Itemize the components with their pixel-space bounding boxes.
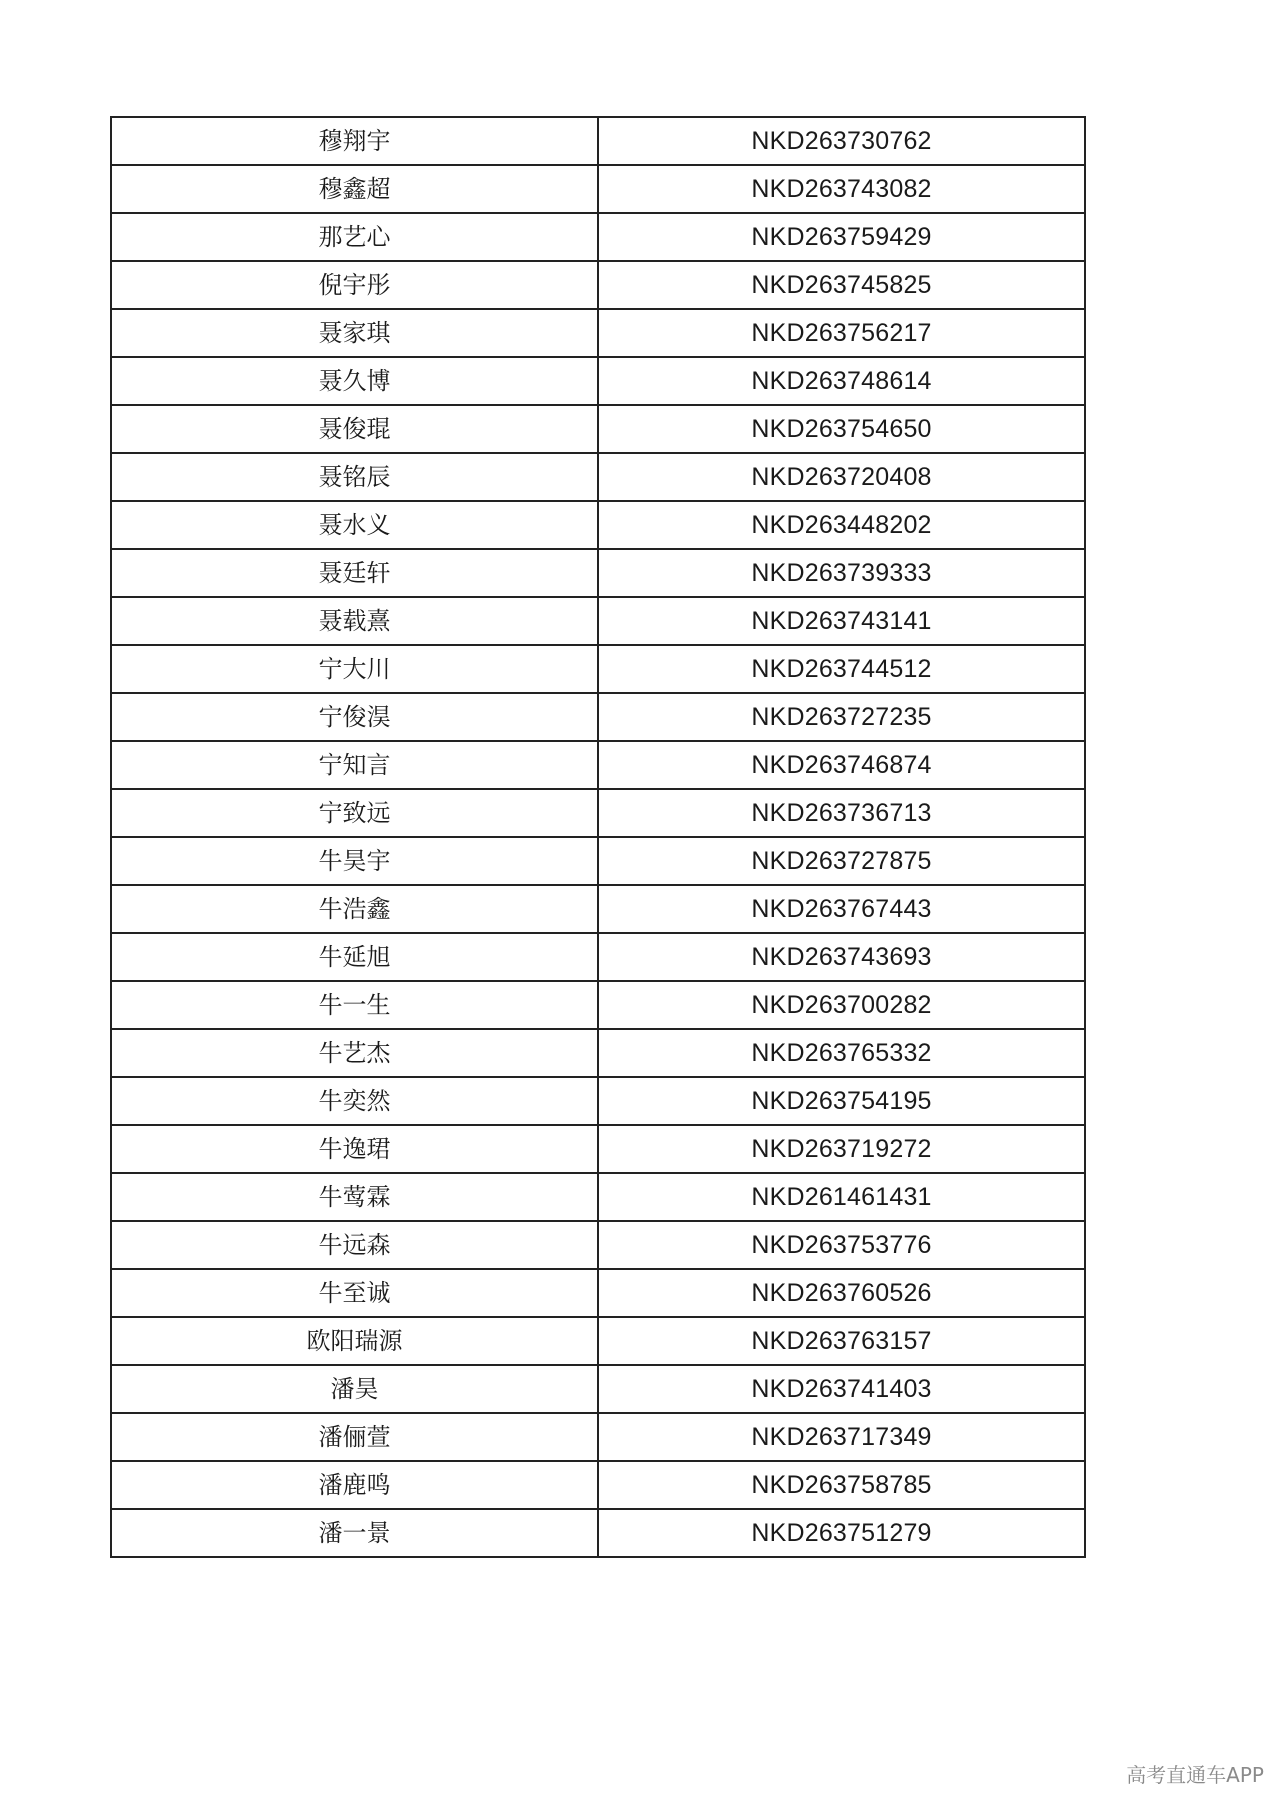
table-row	[111, 501, 1085, 549]
student-name-cell: 聂家琪	[111, 309, 598, 357]
registration-id-cell: NKD263746874	[598, 741, 1085, 789]
table-row	[111, 789, 1085, 837]
student-name-cell: 牛奕然	[111, 1077, 598, 1125]
table-row	[111, 1221, 1085, 1269]
student-name-cell: 潘一景	[111, 1509, 598, 1557]
table-row	[111, 357, 1085, 405]
registration-id-cell: NKD263758785	[598, 1461, 1085, 1509]
student-name-cell: 聂载熹	[111, 597, 598, 645]
registration-id-cell: NKD263751279	[598, 1509, 1085, 1557]
student-name-cell: 牛延旭	[111, 933, 598, 981]
registration-id-cell: NKD263730762	[598, 117, 1085, 165]
table-row	[111, 309, 1085, 357]
table-row	[111, 645, 1085, 693]
registration-id-cell: NKD263739333	[598, 549, 1085, 597]
table-row	[111, 1077, 1085, 1125]
student-name-cell: 潘鹿鸣	[111, 1461, 598, 1509]
table-row	[111, 1413, 1085, 1461]
student-name-cell: 宁大川	[111, 645, 598, 693]
registration-id-cell: NKD263741403	[598, 1365, 1085, 1413]
student-name-cell: 欧阳瑞源	[111, 1317, 598, 1365]
registration-id-cell: NKD263759429	[598, 213, 1085, 261]
student-name-cell: 宁致远	[111, 789, 598, 837]
student-name-cell: 潘昊	[111, 1365, 598, 1413]
registration-id-cell: NKD261461431	[598, 1173, 1085, 1221]
student-name-cell: 宁俊淏	[111, 693, 598, 741]
table-row	[111, 1125, 1085, 1173]
table-row	[111, 885, 1085, 933]
registration-id-cell: NKD263745825	[598, 261, 1085, 309]
registration-id-cell: NKD263448202	[598, 501, 1085, 549]
registration-id-cell: NKD263727235	[598, 693, 1085, 741]
registration-id-cell: NKD263736713	[598, 789, 1085, 837]
registration-id-cell: NKD263760526	[598, 1269, 1085, 1317]
student-name-cell: 穆翔宇	[111, 117, 598, 165]
registration-id-cell: NKD263763157	[598, 1317, 1085, 1365]
table-row	[111, 1029, 1085, 1077]
watermark: 高考直通车APP	[1126, 1763, 1264, 1787]
registration-id-cell: NKD263743693	[598, 933, 1085, 981]
registration-id-cell: NKD263767443	[598, 885, 1085, 933]
roster-table-body	[111, 117, 1085, 1557]
table-row	[111, 165, 1085, 213]
registration-id-cell: NKD263748614	[598, 357, 1085, 405]
student-name-cell: 牛一生	[111, 981, 598, 1029]
registration-id-cell: NKD263700282	[598, 981, 1085, 1029]
student-name-cell: 倪宇彤	[111, 261, 598, 309]
table-row	[111, 213, 1085, 261]
student-name-cell: 聂铭辰	[111, 453, 598, 501]
registration-id-cell: NKD263720408	[598, 453, 1085, 501]
table-row	[111, 1461, 1085, 1509]
registration-id-cell: NKD263743141	[598, 597, 1085, 645]
table-row	[111, 117, 1085, 165]
table-row	[111, 1509, 1085, 1557]
table-row	[111, 597, 1085, 645]
table-row	[111, 453, 1085, 501]
table-row	[111, 741, 1085, 789]
student-name-cell: 穆鑫超	[111, 165, 598, 213]
table-row	[111, 1269, 1085, 1317]
registration-id-cell: NKD263754650	[598, 405, 1085, 453]
table-row	[111, 405, 1085, 453]
student-name-cell: 聂水义	[111, 501, 598, 549]
registration-id-cell: NKD263717349	[598, 1413, 1085, 1461]
student-name-cell: 牛莺霖	[111, 1173, 598, 1221]
table-row	[111, 549, 1085, 597]
table-row	[111, 1365, 1085, 1413]
student-name-cell: 牛浩鑫	[111, 885, 598, 933]
student-name-cell: 聂久博	[111, 357, 598, 405]
student-name-cell: 聂廷轩	[111, 549, 598, 597]
registration-id-cell: NKD263744512	[598, 645, 1085, 693]
student-name-cell: 那艺心	[111, 213, 598, 261]
table-row	[111, 933, 1085, 981]
student-name-cell: 宁知言	[111, 741, 598, 789]
registration-id-cell: NKD263754195	[598, 1077, 1085, 1125]
student-name-cell: 牛远森	[111, 1221, 598, 1269]
table-row	[111, 837, 1085, 885]
student-name-cell: 牛昊宇	[111, 837, 598, 885]
table-row	[111, 1317, 1085, 1365]
registration-id-cell: NKD263743082	[598, 165, 1085, 213]
registration-id-cell: NKD263727875	[598, 837, 1085, 885]
registration-id-cell: NKD263756217	[598, 309, 1085, 357]
student-name-cell: 潘俪萱	[111, 1413, 598, 1461]
table-row	[111, 981, 1085, 1029]
registration-id-cell: NKD263719272	[598, 1125, 1085, 1173]
table-row	[111, 1173, 1085, 1221]
table-row	[111, 693, 1085, 741]
roster-table	[110, 116, 1086, 1558]
registration-id-cell: NKD263753776	[598, 1221, 1085, 1269]
table-row	[111, 261, 1085, 309]
student-name-cell: 牛艺杰	[111, 1029, 598, 1077]
student-name-cell: 牛逸珺	[111, 1125, 598, 1173]
registration-id-cell: NKD263765332	[598, 1029, 1085, 1077]
student-name-cell: 牛至诚	[111, 1269, 598, 1317]
student-name-cell: 聂俊琨	[111, 405, 598, 453]
